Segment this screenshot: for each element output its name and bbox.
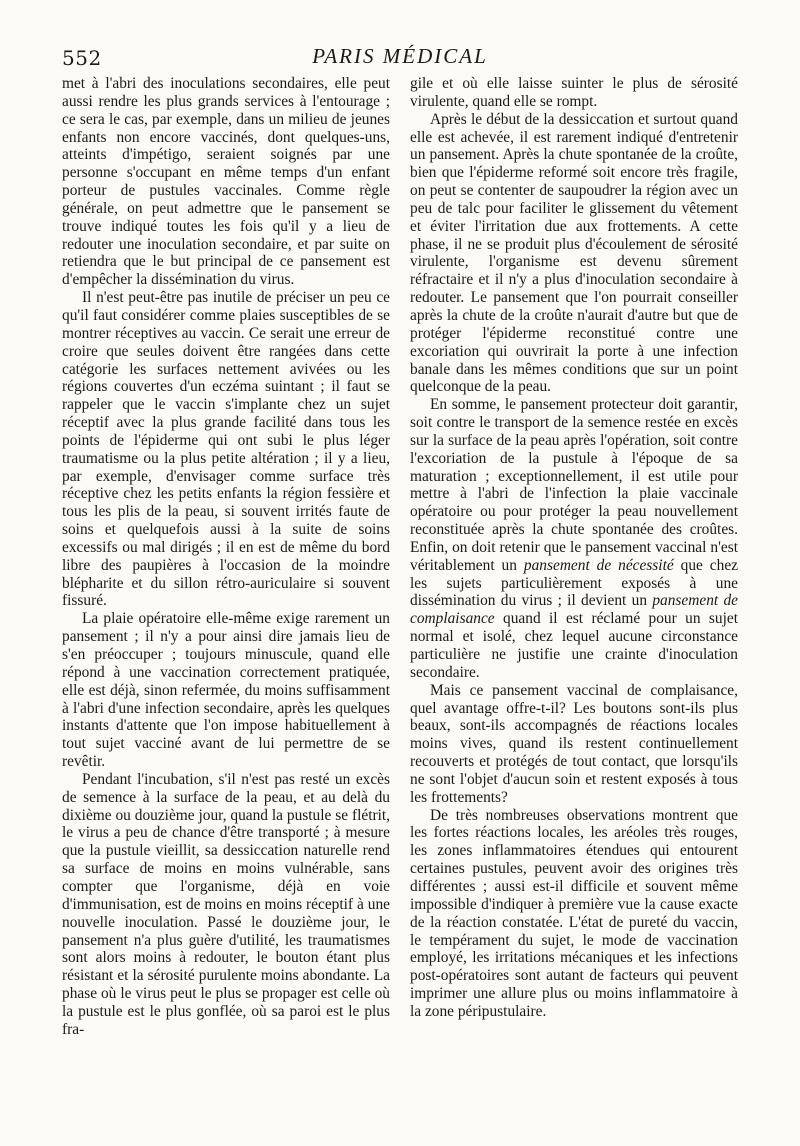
page-header	[62, 44, 738, 70]
paragraph: Mais ce pansement vaccinal de complaisance, quel avantage offre-t-il? Les boutons sont-ils plus beaux, sont-ils accompagnés de réactions locales moins vives, quand ils restent continuellement recouverts et protégés de tout contact, que lorsqu'ils ne sont l'objet d'aucun soin et restent exposés à tous les frottements?	[410, 681, 738, 806]
emphasis-term: pansement de complaisance	[410, 592, 738, 628]
running-head: PARIS MÉDICAL	[312, 44, 488, 68]
left-column	[62, 75, 390, 1039]
paragraph: gile et où elle laisse suinter le plus de sérosité virulente, quand elle se rompt.	[410, 75, 738, 110]
right-column	[410, 75, 738, 1021]
paragraph: De très nombreuses observations montrent que les fortes réactions locales, les aréoles très rouges, les zones inflammatoires étendues qui entourent certaines pustules, peuvent avoir des origines très différentes ; aussi est-il difficile et souvent même impossible d'indiquer à première vue la cause exacte de la réaction constatée. L'état de pureté du vaccin, le tempérament du sujet, le mode de vaccination employé, les irritations mécaniques et les infections post-opératoires sont autant de facteurs qui peuvent imprimer une allure plus ou moins inflammatoire à la zone péripustulaire.	[410, 806, 738, 1020]
paragraph	[410, 396, 738, 682]
paragraph: La plaie opératoire elle-même exige rarement un pansement ; il n'y a pour ainsi dire jamais lieu de s'en préoccuper ; toujours minuscule, quand elle répond à une vaccination correctement pratiquée, elle est déjà, sinon refermée, du moins suffisamment à l'abri d'une infection secondaire, après les quelques instants d'attente que l'on impose habituellement à tout sujet vacciné avant de lui permettre de se revêtir.	[62, 610, 390, 771]
emphasis-term: pansement de nécessité	[523, 556, 674, 574]
paragraph: Il n'est peut-être pas inutile de préciser un peu ce qu'il faut considérer comme plaies susceptibles de se montrer réceptives au vaccin. Ce serait une erreur de croire que seules doivent être rangées dans cette catégorie les surfaces nettement avivées ou les régions couvertes d'un eczéma suintant ; il faut se rappeler que le vaccin s'implante chez un sujet réceptif avec la plus grande facilité dans tous les points de l'épiderme qui ont subi le plus léger traumatisme ou la plus petite altération ; il y a lieu, par exemple, d'envisager comme surface très réceptive chez les petits enfants la région fessière et tous les plis de la peau, si souvent irrités faute de soins et quelquefois aussi à la suite de soins excessifs ou mal dirigés ; il en est de même du bord libre des paupières à l'occasion de la moindre blépharite et du sillon rétro-auriculaire si souvent fissuré.	[62, 289, 390, 610]
paragraph: Pendant l'incubation, s'il n'est pas resté un excès de semence à la surface de la peau, et au delà du dixième ou douzième jour, quand la pustule se flétrit, le virus a peu de chance d'être transporté ; à mesure que la pustule vieillit, sa dessiccation naturelle rend sa surface de moins en moins vulnérable, sans compter que l'organisme, déjà en voie d'immunisation, est de moins en moins réceptif à une nouvelle inoculation. Passé le douzième jour, le pansement n'a plus guère d'utilité, les traumatismes sont alors moins à redouter, le bouton étant plus résistant et la sérosité purulente moins abondante. La phase où le virus peut le plus se propager est celle où la pustule est le plus gonflée, où sa paroi est le plus fra-	[62, 770, 390, 1038]
paragraph-text: En somme, le pansement protecteur doit garantir, soit contre le transport de la semence restée en excès sur la surface de la peau après l'opération, soit contre l'excoriation de la pustule à l'époque de sa maturation ; exceptionnellement, il est utile pour mettre à l'abri de l'infection la plaie vaccinale opératoire ou pour protéger la peau nouvellement reconstituée après la chute spontanée des croûtes. Enfin, on doit retenir que le pansement vaccinal n'est véritablement un	[410, 396, 738, 574]
paragraph: Après le début de la dessiccation et surtout quand elle est achevée, il est rarement indiqué d'entretenir un pansement. Après la chute spontanée de la croûte, bien que l'épiderme reformé soit encore très fragile, on peut se contenter de saupoudrer la région avec un peu de talc pour faciliter le glissement du vêtement et éviter l'irritation due aux frottements. A cette phase, il ne se produit plus d'écoulement de sérosité virulente, l'organisme est devenu sûrement réfractaire et il n'y a plus d'inoculation secondaire à redouter. Le pansement que l'on pourrait conseiller après la chute de la croûte n'aurait d'autre but que de protéger l'épiderme reconstitué contre une excoriation qui ouvrirait la porte à une infection banale dans les mêmes conditions que sur un point quelconque de la peau.	[410, 110, 738, 396]
paragraph-text: quand il est réclamé pour un sujet normal et isolé, chez lequel aucune circonstance particulière ne justifie une crainte d'inoculation secondaire.	[410, 610, 738, 681]
paragraph-text: que chez les sujets particulièrement exposés à une dissémination du virus ; il devient un	[410, 556, 738, 610]
page-number: 552	[62, 46, 102, 70]
paragraph: met à l'abri des inoculations secondaires, elle peut aussi rendre les plus grands services à l'entourage ; ce sera le cas, par exemple, dans un milieu de jeunes enfants non encore vaccinés, dont quelques-uns, atteints d'impétigo, seraient soignés par une personne s'occupant en même temps d'un enfant porteur de pustules vaccinales. Comme règle générale, on peut admettre que le pansement se trouve indiqué toutes les fois qu'il y a lieu de redouter une inoculation secondaire, et par suite on retiendra que le but principal de ce pansement est d'empêcher la dissémination du virus.	[62, 75, 390, 289]
